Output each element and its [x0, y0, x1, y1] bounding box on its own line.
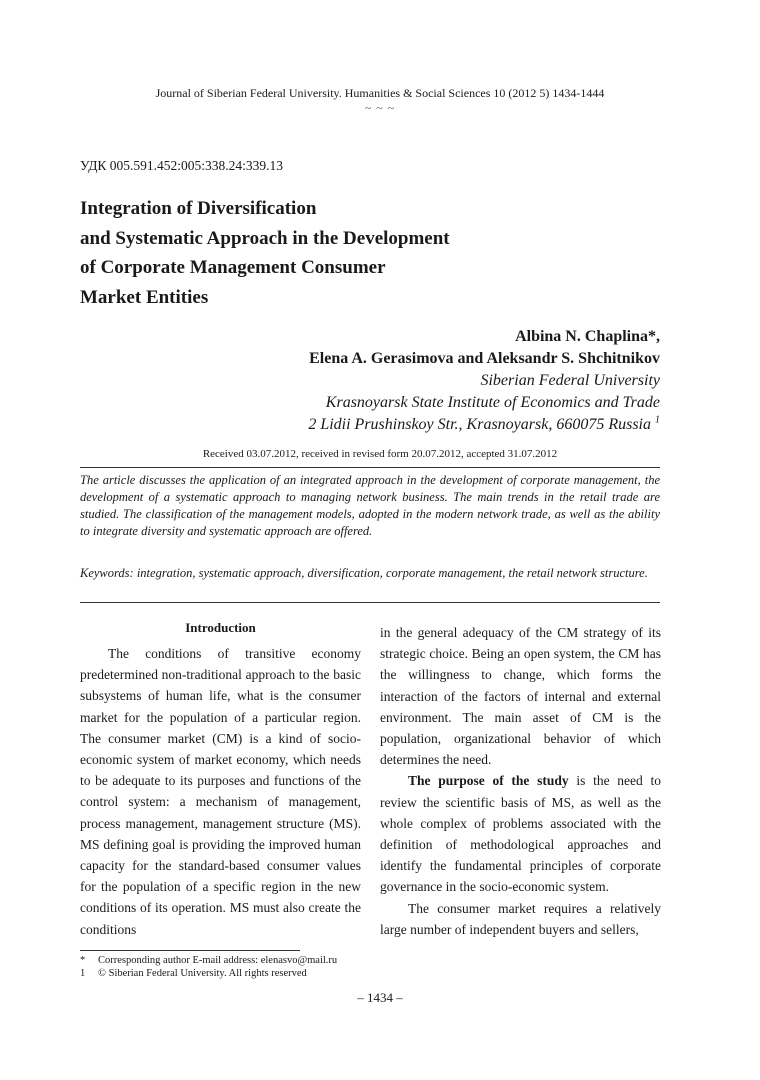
body-paragraph	[380, 770, 661, 897]
left-column	[80, 643, 361, 940]
received-dates: Received 03.07.2012, received in revised form 20.07.2012, accepted 31.07.2012	[202, 448, 558, 460]
address-footnote-mark: 1	[655, 414, 660, 426]
author-line-1: Albina N. Chaplina*,	[515, 328, 660, 345]
keywords: Keywords: integration, systematic approach, diversification, corporate management, the retail network structure.	[80, 566, 648, 580]
footnote-text: Corresponding author E-mail address: elenasvo@mail.ru	[98, 955, 338, 966]
body-paragraph: in the general adequacy of the CM strategy of its strategic choice. Being an open system, the CM has the willingness to change, which forms the interaction of the factors of internal and external environment. The main asset of CM is the population, organizational behavior of which determines the need.	[380, 625, 661, 768]
footnote	[80, 954, 337, 967]
title-line: and Systematic Approach in the Development	[80, 227, 450, 249]
journal-header: Journal of Siberian Federal University. Humanities & Social Sciences 10 (2012 5) 1434-1444	[155, 86, 605, 100]
purpose-label: The purpose of the study	[408, 773, 569, 789]
abstract-top-rule	[80, 467, 660, 468]
article-title	[80, 194, 600, 312]
author-line-2: Elena A. Gerasimova and Aleksandr S. Shchitnikov	[309, 350, 660, 367]
author-block	[308, 326, 660, 436]
abstract-bottom-rule	[80, 602, 660, 603]
title-line: Integration of Diversification	[80, 198, 317, 219]
right-column	[380, 622, 661, 940]
footnote-mark: *	[80, 955, 86, 966]
body-paragraph: The consumer market requires a relatively large number of independent buyers and sellers,	[380, 900, 661, 937]
affiliation-1: Siberian Federal University	[480, 372, 660, 389]
page-number: – 1434 –	[357, 990, 403, 1005]
title-line: Market Entities	[80, 286, 209, 308]
abstract: The article discusses the application of an integrated approach in the development of corporate management, the development of a systematic approach to managing network business. The main trends in the retail trade are studied. The classification of the management models, adopted in the modern network trade, as well as the ability to integrate diversity and systematic approach are offered.	[80, 473, 660, 538]
footnote-mark: 1	[80, 968, 86, 979]
footnote	[80, 967, 307, 980]
affiliation-address	[308, 414, 660, 436]
body-paragraph: The conditions of transitive economy predetermined non-traditional approach to the basic subsystems of human life, what is the consumer market for the population of a particular region. The consumer market (CM) is a kind of socio-economic system of market economy, which needs to be adequate to its purposes and functions of the control system: a mechanism of management, process management, management structure (MS). MS defining goal is providing the improved human capacity for the standard-based consumer values for the population of a specific region in the new conditions of its operation. MS must also create the conditions	[80, 646, 361, 937]
udk-code: УДК 005.591.452:005:338.24:339.13	[80, 158, 284, 173]
affiliation-2: Krasnoyarsk State Institute of Economics and Trade	[325, 394, 660, 411]
footnote-text: © Siberian Federal University. All rights reserved	[98, 968, 307, 979]
address-text: 2 Lidii Prushinskoy Str., Krasnoyarsk, 660075 Russia	[308, 416, 655, 433]
purpose-text: is the need to review the scientific basis of MS, as well as the whole complex of problems associated with the definition of methodological approaches and identify the fundamental principles of corporate governance in the socio-economic system.	[380, 773, 661, 895]
header-ornament: ~ ~ ~	[364, 101, 396, 115]
footnote-rule	[80, 950, 300, 951]
section-heading-introduction: Introduction	[185, 620, 256, 635]
title-line: of Corporate Management Consumer	[80, 257, 386, 278]
